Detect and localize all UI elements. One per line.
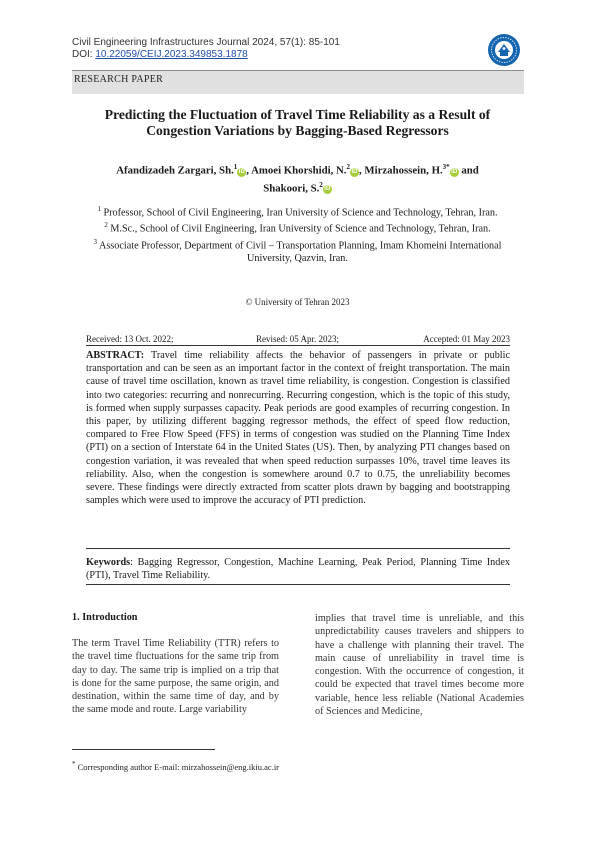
- orcid-icon[interactable]: iD: [324, 186, 331, 193]
- doi-link[interactable]: 10.22059/CEIJ.2023.349853.1878: [95, 49, 248, 60]
- footnote-mark: *: [72, 760, 76, 768]
- footnote-divider: [72, 749, 215, 750]
- keywords: [86, 556, 510, 582]
- divider: [86, 548, 510, 549]
- affiliation-item: $^3$ Associate Professor, Department of Civil – Transportation Planning, Imam Khomeini International University, Qazvin, Iran.: [93, 237, 502, 265]
- affiliation-item: $^1$ Professor, School of Civil Engineering, Iran University of Science and Technology, Tehran, Iran.: [97, 205, 498, 219]
- section-heading: 1. Introduction: [72, 612, 138, 623]
- author-affiliation-mark: 3*: [442, 163, 450, 171]
- paper-type-bar: [72, 70, 524, 94]
- body-column-left: The term Travel Time Reliability (TTR) refers to the travel time fluctuations for the same trip from day to day. The same trip is implied on a trip that is done for the same purpose, the same origin, and destination, within the same time of day, and by the same mode and route. Large variability: [72, 638, 279, 716]
- doi-label: DOI:: [72, 49, 96, 60]
- author-list: Afandizadeh Zargari, Sh.$^1$iD , Amoei Khorshidi, N.$^2$iD , Mirzahossein, H.$^{3*}$iD and Shakoori, S.$^2$iD: [116, 163, 479, 195]
- orcid-icon[interactable]: iD: [351, 168, 358, 175]
- affiliation-item: $^2$ M.Sc., School of Civil Engineering, Iran University of Science and Technology, Tehran, Iran.: [104, 221, 491, 235]
- orcid-icon[interactable]: iD: [451, 168, 458, 175]
- journal-citation: Civil Engineering Infrastructures Journal 2024, 57(1): 85-101: [72, 37, 340, 48]
- copyright-notice: © University of Tehran 2023: [245, 297, 350, 307]
- divider: [86, 345, 510, 346]
- orcid-icon[interactable]: iD: [238, 168, 245, 175]
- abstract: [86, 349, 510, 507]
- affiliation-list: [80, 203, 515, 265]
- divider: [86, 584, 510, 585]
- abstract-text: Travel time reliability affects the behavior of passengers in private or public transportation and can be seen as an important factor in the context of freight transportation. The main cause of travel time oscillation, known as travel time reliability, is congestion. Congestion is classified into two categories: recurring and nonrecurring. Recurring congestion, which is the topic of this study, is formed when supply surpasses capacity. Peak periods are good examples of recurring congestion. In this paper, by utilizing different bagging regressor methods, the effect of speed flow reduction, compared to Free Flow Speed (FFS) in terms of congestion was studied on the Planning Time Index (PTI) on a section of Interstate 64 in the United States (US). Then, by analyzing PTI changes based on congestion variation, it was revealed that when speed reduction surpasses 10%, travel time leaves its reliability. Also, when the congestion is somewhere around 0.7 to 0.75, the unreliability becomes severe. These findings were directly extracted from scatter plots drawn by bagging and bootstrapping samples which were used to improve the accuracy of PTI prediction.: [86, 350, 510, 507]
- author-affiliation-mark: 1: [233, 163, 238, 171]
- author-name: Amoei Khorshidi, N.: [251, 164, 347, 177]
- keywords-text: : Bagging Regressor, Congestion, Machine Learning, Peak Period, Planning Time Index (PTI), Travel Time Reliability.: [86, 557, 510, 582]
- date-received: Received: 13 Oct. 2022;: [86, 334, 174, 344]
- keywords-label: Keywords: [86, 557, 131, 568]
- author-name: Afandizadeh Zargari, Sh.: [116, 164, 234, 177]
- author-conjunction: and: [461, 164, 479, 177]
- abstract-label: ABSTRACT:: [86, 350, 145, 361]
- paper-type-label: RESEARCH PAPER: [74, 74, 164, 85]
- author-name: Shakoori, S.: [263, 182, 320, 195]
- university-seal-icon: [487, 33, 521, 67]
- author-affiliation-mark: 2: [346, 163, 350, 171]
- footnote: [72, 759, 279, 773]
- date-revised: Revised: 05 Apr. 2023;: [256, 334, 339, 344]
- body-column-right: implies that travel time is unreliable, and this unpredictability causes travelers and shippers to have a challenge with planning their travel. The main cause of unreliability in travel time is congestion. With the occurrence of congestion, it could be expected that travel times become more variable, hence less reliable (National Academies of Sciences and Medicine,: [315, 613, 524, 718]
- author-affiliation-mark: 2: [319, 180, 323, 189]
- author-name: Mirzahossein, H.: [364, 164, 443, 177]
- footnote-text: Corresponding author E-mail: mirzahossein@eng.ikiu.ac.ir: [75, 761, 280, 772]
- doi-line: [72, 49, 248, 61]
- paper-title: Predicting the Fluctuation of Travel Time Reliability as a Result of Congestion Variations by Bagging-Based Regressors: [104, 107, 491, 138]
- date-accepted: Accepted: 01 May 2023: [423, 334, 510, 344]
